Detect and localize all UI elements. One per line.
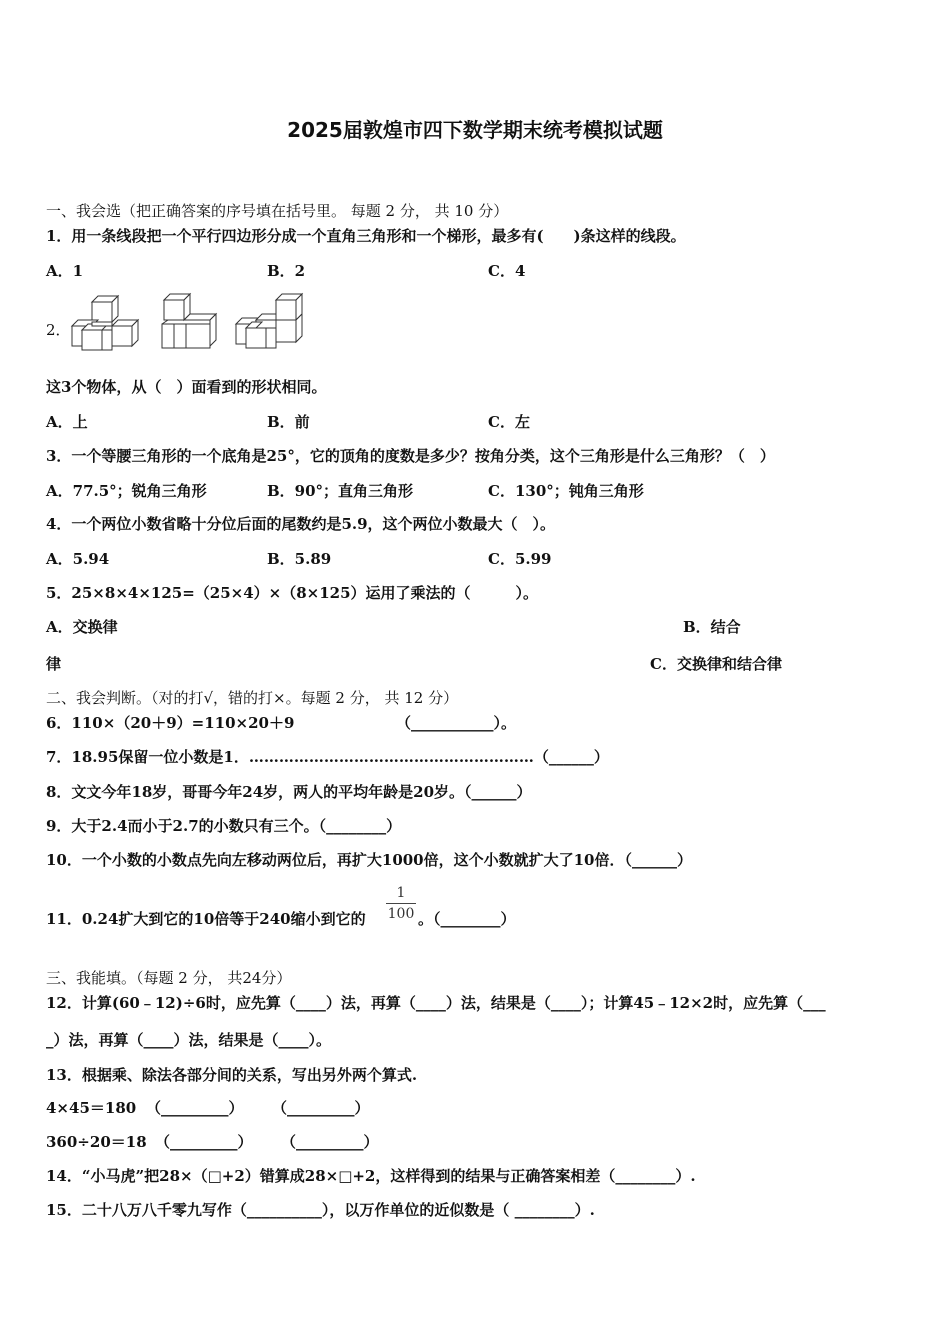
q3-option-c: C．130°；钝角三角形 <box>488 482 644 500</box>
cube-figure-2 <box>158 290 220 354</box>
q1-option-c: C．4 <box>488 262 526 280</box>
q2-option-c: C．左 <box>488 413 530 431</box>
question-6: 6．110×（20＋9）=110×20＋9 <box>46 714 295 732</box>
q13-blank-1a: （_________） <box>146 1099 244 1117</box>
q13-equation-1: 4×45＝180 <box>46 1099 137 1117</box>
q5-option-a: A．交换律 <box>46 618 118 636</box>
q4-option-b: B．5.89 <box>267 550 332 568</box>
fraction-bar <box>386 903 416 904</box>
question-12-line-2: _）法，再算（____）法，结果是（____）。 <box>46 1031 332 1049</box>
q4-option-c: C．5.99 <box>488 550 552 568</box>
q5-option-b: B．结合 <box>683 618 741 636</box>
question-8: 8．文文今年18岁，哥哥今年24岁，两人的平均年龄是20岁。（______） <box>46 783 532 801</box>
question-11: 11．0.24扩大到它的10倍等于240缩小到它的 <box>46 910 366 928</box>
question-5: 5．25×8×4×125=（25×4）×（8×125）运用了乘法的（ ）。 <box>46 584 539 602</box>
q13-blank-2b: （_________） <box>281 1133 379 1151</box>
q3-option-a: A．77.5°；锐角三角形 <box>46 482 207 500</box>
q11-blank: 。（________） <box>418 910 516 928</box>
question-14: 14．“小马虎”把28×（□+2）错算成28×□+2，这样得到的结果与正确答案相差（________）. <box>46 1167 696 1185</box>
q2-option-b: B．前 <box>267 413 310 431</box>
question-9: 9．大于2.4而小于2.7的小数只有三个。（________） <box>46 817 402 835</box>
cube-figure-3 <box>232 290 304 354</box>
q13-equation-2: 360÷20＝18 <box>46 1133 147 1151</box>
q5-option-b-wrap: 律 <box>46 655 62 673</box>
q11-fraction <box>386 884 416 923</box>
question-1: 1．用一条线段把一个平行四边形分成一个直角三角形和一个梯形，最多有( )条这样的线段。 <box>46 227 686 245</box>
question-13: 13．根据乘、除法各部分间的关系，写出另外两个算式. <box>46 1066 418 1084</box>
q11-fraction-denominator: 100 <box>387 906 415 922</box>
section-3-heading: 三、我能填。（每题 2 分， 共24分） <box>46 969 292 987</box>
cube-figure-1 <box>68 292 140 354</box>
q3-option-b: B．90°；直角三角形 <box>267 482 414 500</box>
q13-blank-1b: （_________） <box>272 1099 370 1117</box>
q2-option-a: A．上 <box>46 413 88 431</box>
question-3: 3．一个等腰三角形的一个底角是25°，它的顶角的度数是多少？按角分类，这个三角形是什么三角形？（ ） <box>46 447 775 465</box>
page-title: 2025届敦煌市四下数学期末统考模拟试题 <box>287 118 663 142</box>
q4-option-a: A．5.94 <box>46 550 110 568</box>
q13-blank-2a: （_________） <box>155 1133 253 1151</box>
question-2: 这3个物体，从（ ）面看到的形状相同。 <box>46 378 327 396</box>
q5-option-c: C．交换律和结合律 <box>650 655 782 673</box>
question-2-number: 2． <box>46 321 71 339</box>
q1-option-b: B．2 <box>267 262 306 280</box>
question-7: 7．18.95保留一位小数是1．…………………………………………………（______） <box>46 748 609 766</box>
question-12-line-1: 12．计算(60﹣12)÷6时，应先算（____）法，再算（____）法，结果是（____）；计算45﹣12×2时，应先算（___ <box>46 994 826 1012</box>
q6-blank: （___________）。 <box>396 714 517 732</box>
section-2-heading: 二、我会判断。（对的打√，错的打×。每题 2 分， 共 12 分） <box>46 689 459 707</box>
q1-option-a: A．1 <box>46 262 84 280</box>
question-4: 4．一个两位小数省略十分位后面的尾数约是5.9，这个两位小数最大（ ）。 <box>46 515 556 533</box>
question-10: 10．一个小数的小数点先向左移动两位后，再扩大1000倍，这个小数就扩大了10倍．（______） <box>46 851 692 869</box>
q11-fraction-numerator: 1 <box>396 885 406 901</box>
question-15: 15．二十八万八千零九写作（__________），以万作单位的近似数是（ ________）. <box>46 1201 595 1219</box>
section-1-heading: 一、我会选（把正确答案的序号填在括号里。 每题 2 分， 共 10 分） <box>46 202 509 220</box>
